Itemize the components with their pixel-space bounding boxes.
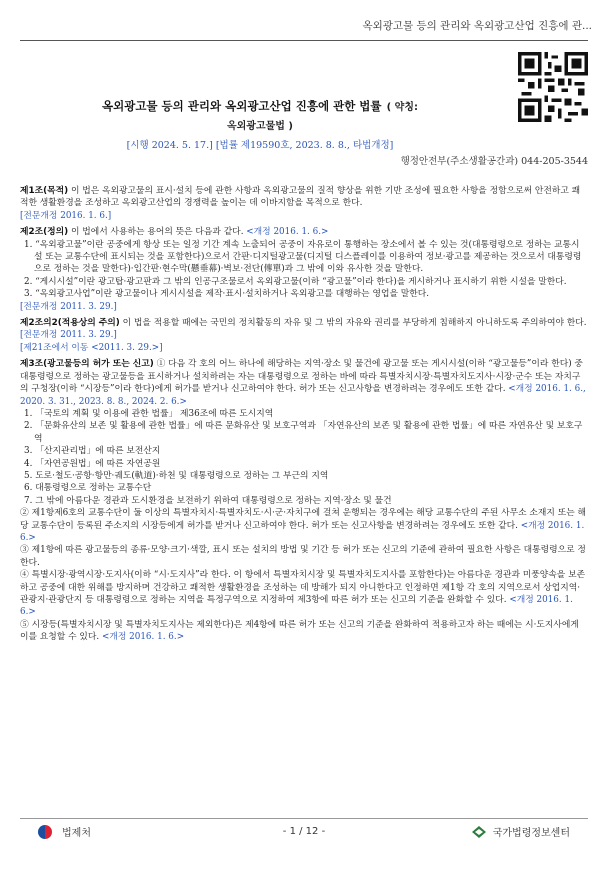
source-name: 국가법령정보센터 <box>492 828 570 839</box>
article-text: 이 법에서 사용하는 용어의 뜻은 다음과 같다. <box>68 227 244 238</box>
running-header: 옥외광고물 등의 관리와 옥외광고산업 진흥에 관... <box>362 20 592 32</box>
amendment-note: [전문개정 2016. 1. 6.] <box>20 210 112 221</box>
ministry-contact: 행정안전부(주소생활공간과) 044-205-3544 <box>400 156 588 167</box>
paragraph <box>20 569 588 619</box>
publisher-name: 법제처 <box>62 828 91 839</box>
footer-divider <box>20 818 588 819</box>
paragraph-text: ④ 특별시장·광역시장·도지사(이하 “시·도지사”라 한다. 이 항에서 특별자치시장 및 특별자치도지사를 포함한다)는 아름다운 경관과 미풍양속을 보존하고 공중에 대한 위해를 방지하며 건강하고 쾌적한 생활환경을 조성하는 데 방해가 되지 아니한다고 인정하면 제1항 각 호의 지역으로서 상업지역·관광지·관광단지 등 대통령령으로 정하는 지역을 특정구역으로 지정하여 제3항에 따른 허가 또는 신고의 기준을 완화할 수 있다. <box>20 570 586 605</box>
article-heading: 제2조(정의) <box>20 227 69 238</box>
article-heading: 제2조의2(적용상의 주의) <box>20 318 120 329</box>
amendment-note: <개정 2016. 1. 6.> <box>243 227 329 238</box>
article-text: ① 다음 각 호의 어느 하나에 해당하는 지역·장소 및 물건에 광고물 또는 게시시설(이하 “광고물등”이라 한다) 중 대통령령으로 정하는 광고물등을 표시하거나 설치하려는 자는 대통령령으로 정하는 바에 따라 특별자치시장·특별자치도지사·시장·군수 또는 자치구의 구청장(이하 “시장등”이라 한다)에게 허가를 받거나 신고하여야 한다. 허가 또는 신고사항을 변경하려는 경우에도 또한 같다. <box>20 359 583 395</box>
amendment-note: <개정 2016. 1. 6.> <box>99 632 185 643</box>
list-item: 3. “옥외광고사업”이란 광고물이나 게시시설을 제작·표시·설치하거나 옥외광고를 대행하는 영업을 말한다. <box>24 289 430 300</box>
header-divider <box>20 40 588 41</box>
amendment-note: <개정 2016. 1. 6., 2020. 3. 31., 2023. 8. 8., 2024. 2. 6.> <box>20 384 586 407</box>
paragraph <box>20 619 588 644</box>
list-item: 3. 「산지관리법」에 따른 보전산지 <box>24 446 161 457</box>
list-item: 7. 그 밖에 아름다운 경관과 도시환경을 보전하기 위하여 대통령령으로 정하는 지역·장소 및 물건 <box>24 495 392 506</box>
list-item: 1. “옥외광고물”이란 공중에게 항상 또는 일정 기간 계속 노출되어 공중이 자유로이 통행하는 장소에서 볼 수 있는 것(대통령령으로 정하는 교통시설 또는 교통수단에 표시되는 것을 포함한다)으로서 간판·디지털광고물(디지털 디스플레이를 이용하여 정보·광고를 제공하는 것으로서 대통령령으로 정하는 것을 말한다)·입간판·현수막(懸垂幕)·벽보·전단(傳單)과 그 밖에 이와 유사한 것을 말한다. <box>24 239 582 275</box>
law-center-logo-icon <box>471 825 487 839</box>
article-text: 이 법은 옥외광고물의 표시·설치 등에 관한 사항과 옥외광고물의 질적 향상을 위한 기반 조성에 필요한 사항을 정함으로써 안전하고 쾌적한 생활환경을 조성하고 옥외광고산업의 경쟁력을 높이는 데 이바지함을 목적으로 한다. <box>20 186 581 209</box>
qr-code-icon <box>518 52 588 122</box>
list-item: 2. 「문화유산의 보존 및 활용에 관한 법률」에 따른 문화유산 및 보호구역과 「자연유산의 보존 및 활용에 관한 법률」에 따른 자연유산 및 보호구역 <box>24 421 583 444</box>
amendment-note: [전문개정 2011. 3. 29.] <box>20 301 117 312</box>
paragraph-text: ② 제1항제6호의 교통수단이 둘 이상의 특별자치시·특별자치도·시·군·자치구에 걸쳐 운행되는 경우에는 해당 교통수단의 주된 사무소 소재지 또는 해당 교통수단이 등록된 주소지의 시장등에게 허가를 받거나 신고하여야 한다. 허가 또는 신고사항을 변경하려는 경우에도 또한 같다. <box>20 508 586 531</box>
law-body <box>20 185 588 648</box>
article-2-2 <box>20 317 588 354</box>
footer-source <box>471 824 570 839</box>
article-text: 이 법을 적용할 때에는 국민의 정치활동의 자유 및 그 밖의 자유와 권리를 부당하게 침해하지 아니하도록 주의하여야 한다. <box>119 318 587 329</box>
paragraph <box>20 544 588 569</box>
law-title-block <box>20 95 500 151</box>
enforcement-info: [시행 2024. 5. 17.] [법률 제19590호, 2023. 8. 8., 타법개정] <box>126 140 394 151</box>
article-3 <box>20 358 588 643</box>
paragraph-text: ⑤ 시장등(특별자치시장 및 특별자치도지사는 제외한다)은 제4항에 따른 허가 또는 신고의 기준을 완화하여 적용하고자 하는 때에는 시·도지사에게 이를 요청할 수 있다. <box>20 619 579 643</box>
article-2 <box>20 226 588 313</box>
amendment-note: [제21조에서 이동 <2011. 3. 29.>] <box>20 342 163 353</box>
list-item: 2. “게시시설”이란 광고탑·광고판과 그 밖의 인공구조물로서 옥외광고물(이하 “광고물”이라 한다)을 게시하거나 표시하기 위한 시설을 말한다. <box>24 276 567 287</box>
article-1 <box>20 185 588 222</box>
amendment-note: <개정 2016. 1. 6.> <box>20 595 573 618</box>
paragraph <box>20 507 588 544</box>
list-item: 1. 「국토의 계획 및 이용에 관한 법률」 제36조에 따른 도시지역 <box>24 408 274 419</box>
law-abbr-name: 옥외광고물법 ) <box>226 121 293 132</box>
article-heading: 제3조(광고물등의 허가 또는 신고) <box>20 359 154 370</box>
list-item: 6. 대통령령으로 정하는 교통수단 <box>24 483 152 494</box>
amendment-note: <개정 2016. 1. 6.> <box>20 520 585 543</box>
amendment-note: [전문개정 2011. 3. 29.] <box>20 330 117 341</box>
article-heading: 제1조(목적) <box>20 186 69 196</box>
list-item: 4. 「자연공원법」에 따른 자연공원 <box>24 458 161 469</box>
law-abbr-label: ( 약칭: <box>386 102 418 113</box>
paragraph-text: ③ 제1항에 따른 광고물등의 종류·모양·크기·색깔, 표시 또는 설치의 방법 및 기간 등 허가 또는 신고의 기준에 관하여 필요한 사항은 대통령령으로 정한다. <box>20 545 586 568</box>
list-item: 5. 도로·철도·공항·항만·궤도(軌道)·하천 및 대통령령으로 정하는 그 부근의 지역 <box>24 470 329 481</box>
page-number: - 1 / 12 - <box>282 826 326 837</box>
law-title: 옥외광고물 등의 관리와 옥외광고산업 진흥에 관한 법률 <box>102 99 382 113</box>
